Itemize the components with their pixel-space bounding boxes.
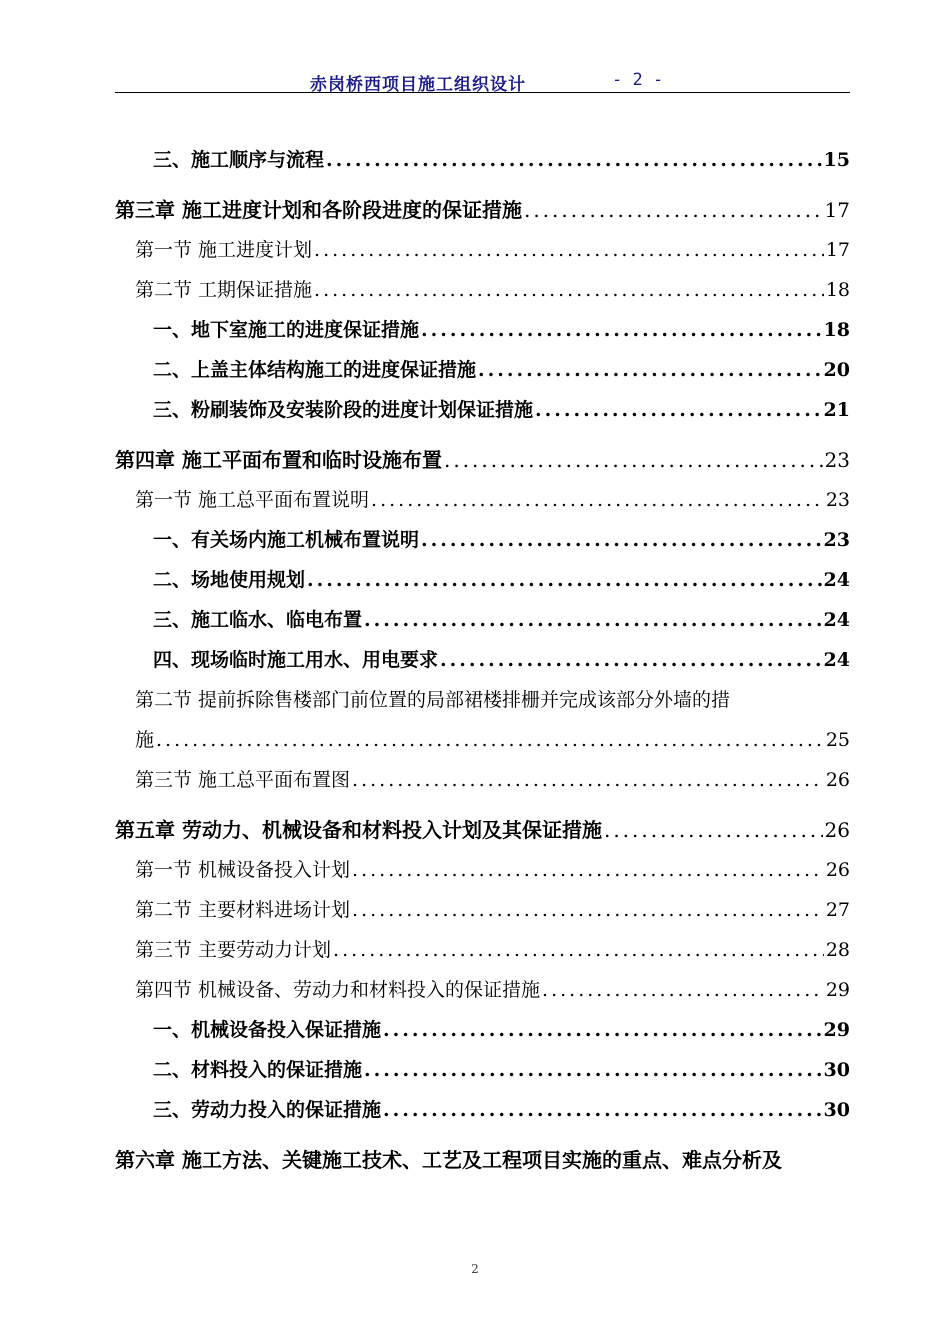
- toc-entry-section[interactable]: [115, 270, 850, 310]
- toc-entry-label: 第二节 主要材料进场计划: [135, 899, 351, 921]
- leader-dots: [352, 850, 824, 890]
- toc-entry-label: 一、地下室施工的进度保证措施: [153, 319, 420, 341]
- toc-entry-page: 24: [823, 649, 850, 671]
- toc-entry-label: 第六章 施工方法、关键施工技术、工艺及工程项目实施的重点、难点分析及: [115, 1148, 782, 1172]
- toc-entry-label: 施: [135, 729, 155, 751]
- toc-entry-wrapped-line1[interactable]: [115, 680, 850, 720]
- leader-dots: [352, 760, 824, 800]
- toc-entry-label: 第四章 施工平面布置和临时设施布置: [115, 448, 442, 472]
- leader-dots: [364, 1050, 822, 1090]
- toc-entry-page: 17: [825, 239, 850, 261]
- toc-entry-label: 二、场地使用规划: [153, 569, 306, 591]
- toc-entry-sub[interactable]: [115, 640, 850, 680]
- toc-entry-page: 18: [823, 319, 850, 341]
- toc-entry-page: 29: [823, 1019, 850, 1041]
- toc-entry-label: 三、劳动力投入的保证措施: [153, 1099, 382, 1121]
- leader-dots: [364, 600, 822, 640]
- toc-entry-label: 三、粉刷装饰及安装阶段的进度计划保证措施: [153, 399, 534, 421]
- toc-entry-page: 30: [823, 1059, 850, 1081]
- toc-entry-page: 21: [823, 399, 850, 421]
- toc-entry-page: 23: [823, 529, 850, 551]
- toc-entry-label: 三、施工临水、临电布置: [153, 609, 363, 631]
- document-title: 赤岗桥西项目施工组织设计: [310, 75, 526, 95]
- toc-entry-sub[interactable]: [115, 140, 850, 180]
- toc-entry-page: 26: [825, 769, 850, 791]
- toc-entry-page: 23: [824, 448, 850, 472]
- toc-entry-section[interactable]: [115, 930, 850, 970]
- leader-dots: [478, 350, 822, 390]
- leader-dots: [444, 440, 823, 480]
- toc-entry-page: 30: [823, 1099, 850, 1121]
- toc-entry-section[interactable]: [115, 890, 850, 930]
- toc-entry-section[interactable]: [115, 760, 850, 800]
- header-page-number: - 2 -: [612, 70, 664, 90]
- toc-entry-label: 第三节 施工总平面布置图: [135, 769, 351, 791]
- toc-entry-label: 一、机械设备投入保证措施: [153, 1019, 382, 1041]
- leader-dots: [440, 640, 822, 680]
- toc-entry-label: 第三节 主要劳动力计划: [135, 939, 332, 961]
- toc-entry-label: 二、上盖主体结构施工的进度保证措施: [153, 359, 477, 381]
- toc-entry-page: 20: [823, 359, 850, 381]
- leader-dots: [326, 140, 822, 180]
- leader-dots: [604, 810, 823, 850]
- toc-entry-page: 25: [825, 729, 850, 751]
- toc-entry-page: 17: [824, 198, 850, 222]
- toc-entry-section[interactable]: [115, 480, 850, 520]
- leader-dots: [307, 560, 822, 600]
- toc-entry-page: 15: [823, 149, 850, 171]
- toc-entry-label: 第一节 施工总平面布置说明: [135, 489, 370, 511]
- toc-entry-label: 第二节 提前拆除售楼部门前位置的局部裙楼排栅并完成该部分外墙的措: [135, 689, 731, 711]
- toc-entry-label: 第一节 施工进度计划: [135, 239, 313, 261]
- leader-dots: [383, 1090, 822, 1130]
- toc-entry-page: 29: [825, 979, 850, 1001]
- toc-entry-section[interactable]: [115, 230, 850, 270]
- toc-entry-page: 24: [823, 609, 850, 631]
- toc-entry-sub[interactable]: [115, 390, 850, 430]
- leader-dots: [314, 230, 824, 270]
- toc-entry-sub[interactable]: [115, 1090, 850, 1130]
- toc-entry-label: 第二节 工期保证措施: [135, 279, 313, 301]
- leader-dots: [156, 720, 824, 760]
- toc-entry-label: 二、材料投入的保证措施: [153, 1059, 363, 1081]
- leader-dots: [421, 520, 822, 560]
- toc-entry-sub[interactable]: [115, 560, 850, 600]
- toc-entry-chapter[interactable]: [115, 190, 850, 230]
- leader-dots: [535, 390, 822, 430]
- toc-entry-sub[interactable]: [115, 350, 850, 390]
- page-header: [115, 66, 850, 93]
- toc-entry-chapter[interactable]: [115, 810, 850, 850]
- toc-entry-label: 第四节 机械设备、劳动力和材料投入的保证措施: [135, 979, 541, 1001]
- toc-entry-label: 四、现场临时施工用水、用电要求: [153, 649, 439, 671]
- toc-entry-page: 26: [825, 859, 850, 881]
- toc-entry-label: 第一节 机械设备投入计划: [135, 859, 351, 881]
- toc-entry-section[interactable]: [115, 850, 850, 890]
- leader-dots: [421, 310, 822, 350]
- toc-entry-label: 第五章 劳动力、机械设备和材料投入计划及其保证措施: [115, 818, 602, 842]
- toc-entry-sub[interactable]: [115, 1050, 850, 1090]
- toc-entry-page: 28: [825, 939, 850, 961]
- toc-entry-sub[interactable]: [115, 520, 850, 560]
- table-of-contents: [115, 140, 850, 1180]
- toc-entry-page: 26: [824, 818, 850, 842]
- toc-entry-page: 24: [823, 569, 850, 591]
- toc-chapter-continued[interactable]: [115, 1140, 850, 1180]
- toc-entry-wrapped-line2[interactable]: [115, 720, 850, 760]
- footer-page-number: 2: [471, 1262, 479, 1276]
- toc-entry-sub[interactable]: [115, 1010, 850, 1050]
- leader-dots: [524, 190, 823, 230]
- toc-entry-page: 27: [825, 899, 850, 921]
- leader-dots: [371, 480, 824, 520]
- toc-entry-label: 第三章 施工进度计划和各阶段进度的保证措施: [115, 198, 522, 222]
- leader-dots: [542, 970, 824, 1010]
- toc-entry-section[interactable]: [115, 970, 850, 1010]
- toc-entry-page: 23: [825, 489, 850, 511]
- toc-entry-sub[interactable]: [115, 600, 850, 640]
- toc-entry-sub[interactable]: [115, 310, 850, 350]
- toc-entry-label: 一、有关场内施工机械布置说明: [153, 529, 420, 551]
- toc-entry-chapter[interactable]: [115, 440, 850, 480]
- leader-dots: [352, 890, 824, 930]
- toc-entry-label: 三、施工顺序与流程: [153, 149, 325, 171]
- toc-entry-page: 18: [825, 279, 850, 301]
- leader-dots: [333, 930, 824, 970]
- leader-dots: [383, 1010, 822, 1050]
- leader-dots: [314, 270, 824, 310]
